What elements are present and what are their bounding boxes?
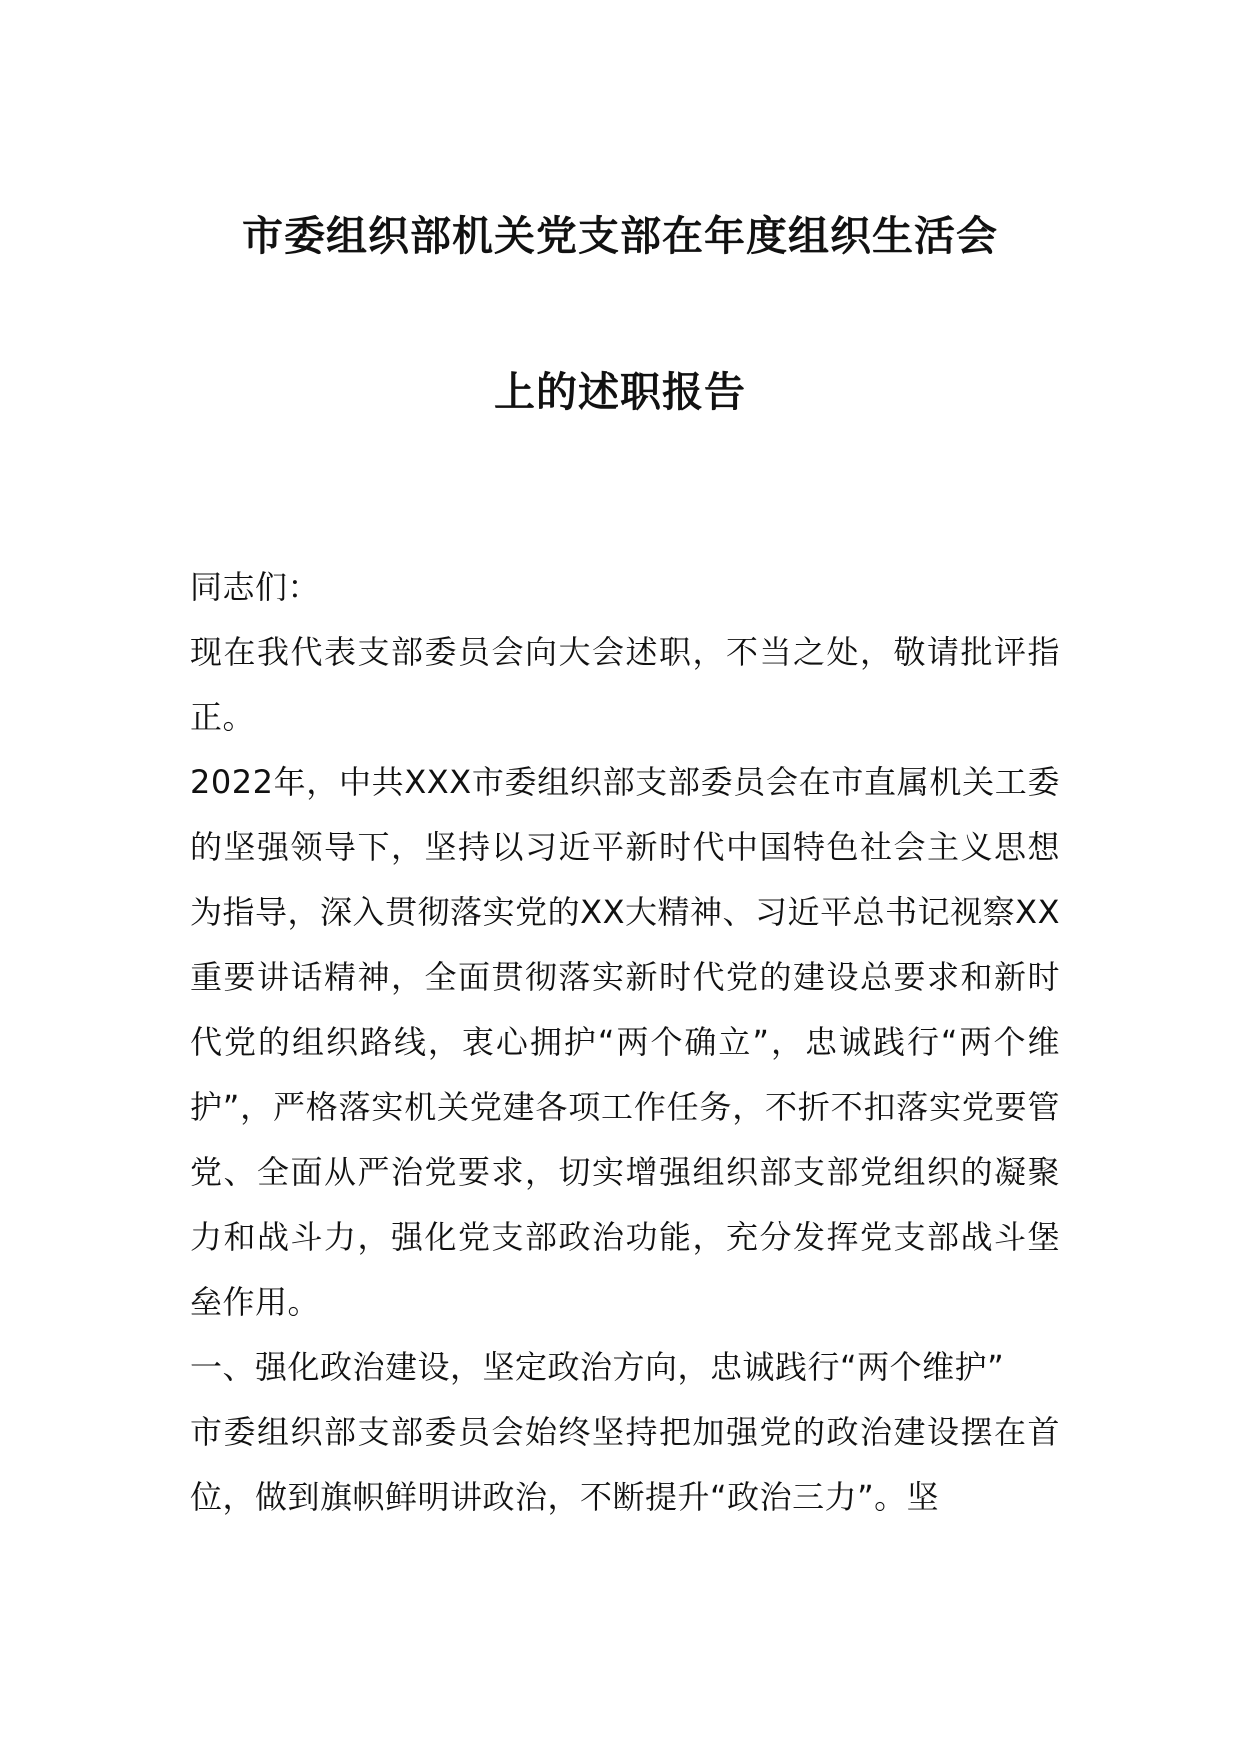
paragraph-section-1: 市委组织部支部委员会始终坚持把加强党的政治建设摆在首位，做到旗帜鲜明讲政治，不断提升“政治三力”。坚 [190,1413,1060,1516]
section-heading-1: 一、强化政治建设，坚定政治方向，忠诚践行“两个维护” [190,1348,1005,1386]
document-title-line-2: 上的述职报告 [494,368,746,416]
document-title-line-1: 市委组织部机关党支部在年度组织生活会 [242,212,998,260]
document-body [190,555,1060,1530]
paragraph-overview: 2022年，中共XXX市委组织部支部委员会在市直属机关工委的坚强领导下，坚持以习近平新时代中国特色社会主义思想为指导，深入贯彻落实党的XX大精神、习近平总书记视察XX重要讲话精神，全面贯彻落实新时代党的建设总要求和新时代党的组织路线，衷心拥护“两个确立”，忠诚践行“两个维护”，严格落实机关党建各项工作任务，不折不扣落实党要管党、全面从严治党要求，切实增强组织部支部党组织的凝聚力和战斗力，强化党支部政治功能，充分发挥党支部战斗堡垒作用。 [190,763,1060,1321]
paragraph-intro: 现在我代表支部委员会向大会述职，不当之处，敬请批评指正。 [190,633,1060,736]
salutation: 同志们： [190,568,321,606]
